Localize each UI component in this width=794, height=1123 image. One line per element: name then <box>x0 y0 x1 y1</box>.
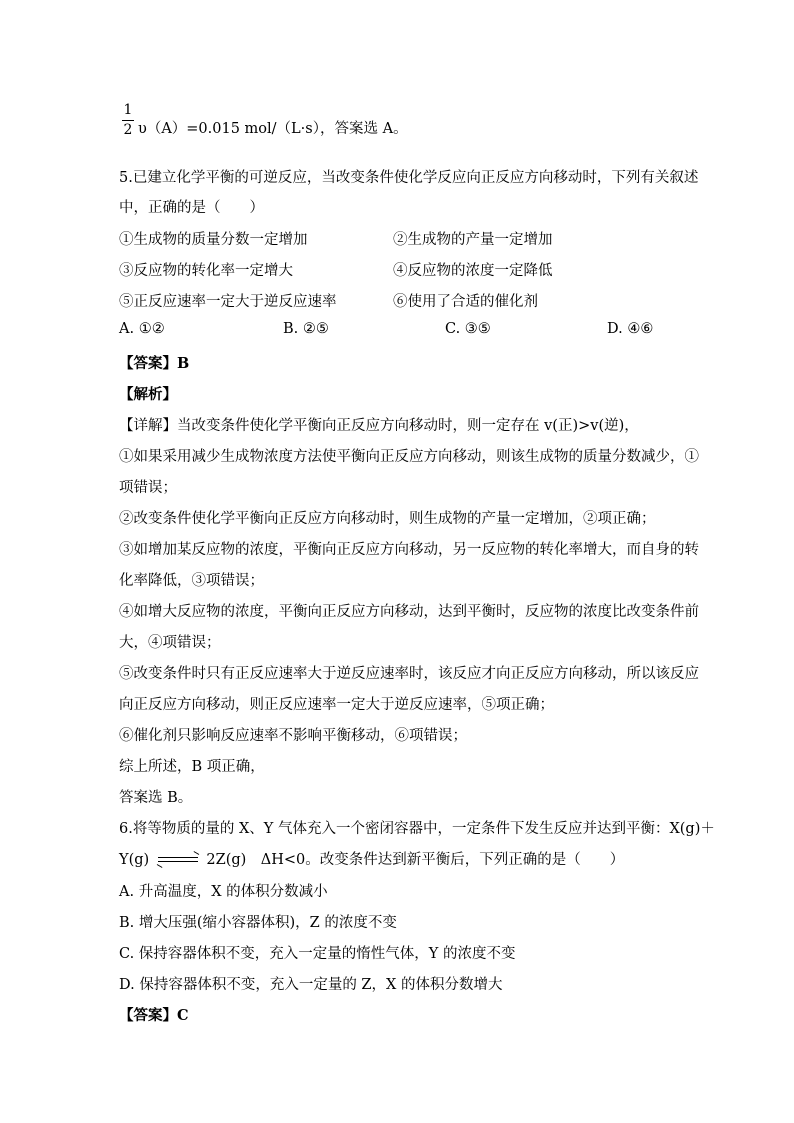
question-6-line-2 <box>119 848 624 869</box>
statement-6: ⑥使用了合适的催化剂 <box>393 294 538 310</box>
detail-line-12: 综上所述，B 项正确， <box>119 759 265 775</box>
fraction-denominator: 2 <box>123 122 133 138</box>
analysis-heading: 【解析】 <box>119 386 177 403</box>
option-a: A. 升高温度，X 的体积分数减小 <box>119 884 328 900</box>
choice-c: C. ③⑤ <box>445 321 491 337</box>
detail-line-6: 化率降低，③项错误； <box>119 573 264 589</box>
statement-5: ⑤正反应速率一定大于逆反应速率 <box>119 294 337 310</box>
reactant-y: Y(g) <box>119 852 150 868</box>
statement-3: ③反应物的转化率一定增大 <box>119 263 293 279</box>
fraction-one-half <box>122 102 134 139</box>
choice-b: B. ②⑤ <box>283 321 329 337</box>
option-b: B. 增大压强(缩小容器体积)，Z 的浓度不变 <box>119 915 397 931</box>
answer-5: 【答案】B <box>119 355 190 372</box>
solution-line-0: υ（A）=0.015 mol/（L·s），答案选 A。 <box>138 121 408 137</box>
fraction-numerator: 1 <box>123 102 133 118</box>
question-5-line-2: 中，正确的是（ ） <box>119 200 264 216</box>
choice-d: D. ④⑥ <box>607 321 654 337</box>
detail-line-3: 项错误； <box>119 480 177 496</box>
statement-1: ①生成物的质量分数一定增加 <box>119 232 308 248</box>
detail-line-8: 大，④项错误； <box>119 635 221 651</box>
detail-line-11: ⑥催化剂只影响反应速率不影响平衡移动，⑥项错误； <box>119 728 467 744</box>
option-d: D. 保持容器体积不变，充入一定量的 Z，X 的体积分数增大 <box>119 977 503 993</box>
reaction-product-text: 2Z(g) ΔH<0。改变条件达到新平衡后，下列正确的是（ ） <box>206 852 625 868</box>
answer-6: 【答案】C <box>119 1007 189 1024</box>
detail-line-5: ③如增加某反应物的浓度，平衡向正反应方向移动，另一反应物的转化率增大，而自身的转 <box>119 542 699 558</box>
detail-line-7: ④如增大反应物的浓度，平衡向正反应方向移动，达到平衡时，反应物的浓度比改变条件前 <box>119 604 699 620</box>
detail-line-2: ①如果采用减少生成物浓度方法使平衡向正反应方向移动，则该生成物的质量分数减少，① <box>119 449 699 465</box>
detail-line-1: 【详解】当改变条件使化学平衡向正反应方向移动时，则一定存在 v(正)>v(逆)， <box>119 418 639 434</box>
detail-line-13: 答案选 B。 <box>119 790 193 806</box>
option-c: C. 保持容器体积不变，充入一定量的惰性气体，Y 的浓度不变 <box>119 946 516 962</box>
question-5-line-1: 5.已建立化学平衡的可逆反应，当改变条件使化学反应向正反应方向移动时，下列有关叙述 <box>119 170 699 186</box>
statement-2: ②生成物的产量一定增加 <box>393 232 553 248</box>
statement-4: ④反应物的浓度一定降低 <box>393 263 553 279</box>
detail-line-9: ⑤改变条件时只有正反应速率大于逆反应速率时，该反应才向正反应方向移动，所以该反应 <box>119 666 699 682</box>
question-6-line-1: 6.将等物质的量的 X、Y 气体充入一个密闭容器中，一定条件下发生反应并达到平衡：X(g)＋ <box>119 821 715 837</box>
detail-line-4: ②改变条件使化学平衡向正反应方向移动时，则生成物的产量一定增加，②项正确； <box>119 511 656 527</box>
equilibrium-arrow-icon <box>158 855 198 865</box>
fraction-bar <box>122 120 134 121</box>
choice-a: A. ①② <box>119 321 165 337</box>
detail-line-10: 向正反应方向移动，则正反应速率一定大于逆反应速率，⑤项正确； <box>119 697 554 713</box>
